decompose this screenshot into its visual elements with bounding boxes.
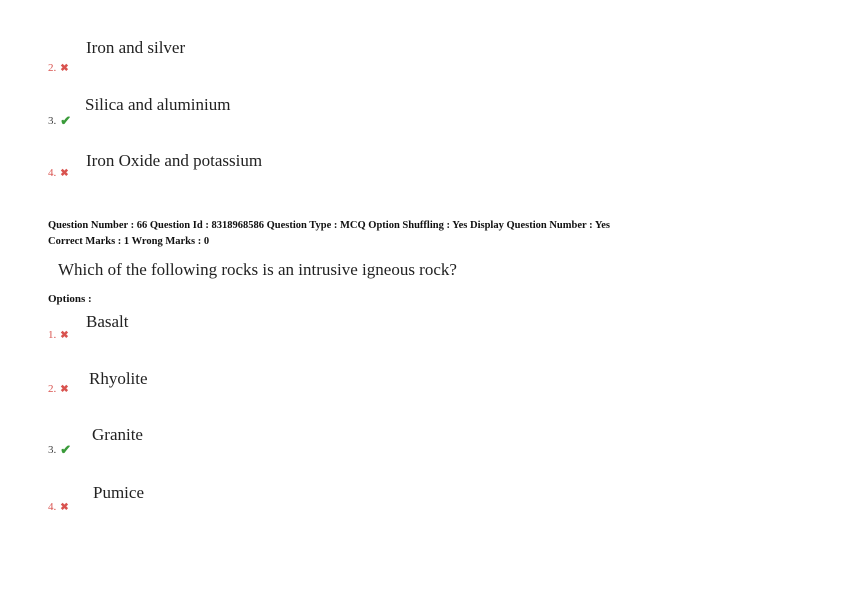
marks-meta: Correct Marks : 1 Wrong Marks : 0 [48, 236, 210, 247]
cross-icon: ✖ [60, 329, 69, 341]
option-text: Basalt [86, 312, 129, 331]
check-icon: ✔ [60, 113, 72, 128]
cross-icon: ✖ [60, 62, 69, 74]
option-number: 4. ✖ [48, 501, 69, 513]
question-text: Which of the following rocks is an intrusive igneous rock? [58, 260, 457, 279]
option-text: Granite [92, 425, 143, 444]
option-number: 2. ✖ [48, 383, 69, 395]
cross-icon: ✖ [60, 167, 69, 179]
options-label: Options : [48, 293, 92, 305]
check-icon: ✔ [60, 442, 72, 457]
option-number: 2. ✖ [48, 62, 69, 74]
option-number: 1. ✖ [48, 329, 69, 341]
option-text: Rhyolite [89, 369, 148, 388]
question-meta: Question Number : 66 Question Id : 8318968586 Question Type : MCQ Option Shuffling : Yes Display Question Number : Yes [48, 220, 611, 231]
option-text: Pumice [93, 483, 144, 502]
option-number: 3. ✔ [48, 113, 72, 128]
cross-icon: ✖ [60, 501, 69, 513]
option-text: Silica and aluminium [85, 95, 231, 114]
option-text: Iron and silver [86, 38, 186, 57]
option-number: 4. ✖ [48, 167, 69, 179]
cross-icon: ✖ [60, 383, 69, 395]
option-text: Iron Oxide and potassium [86, 151, 263, 170]
option-number: 3. ✔ [48, 442, 72, 457]
